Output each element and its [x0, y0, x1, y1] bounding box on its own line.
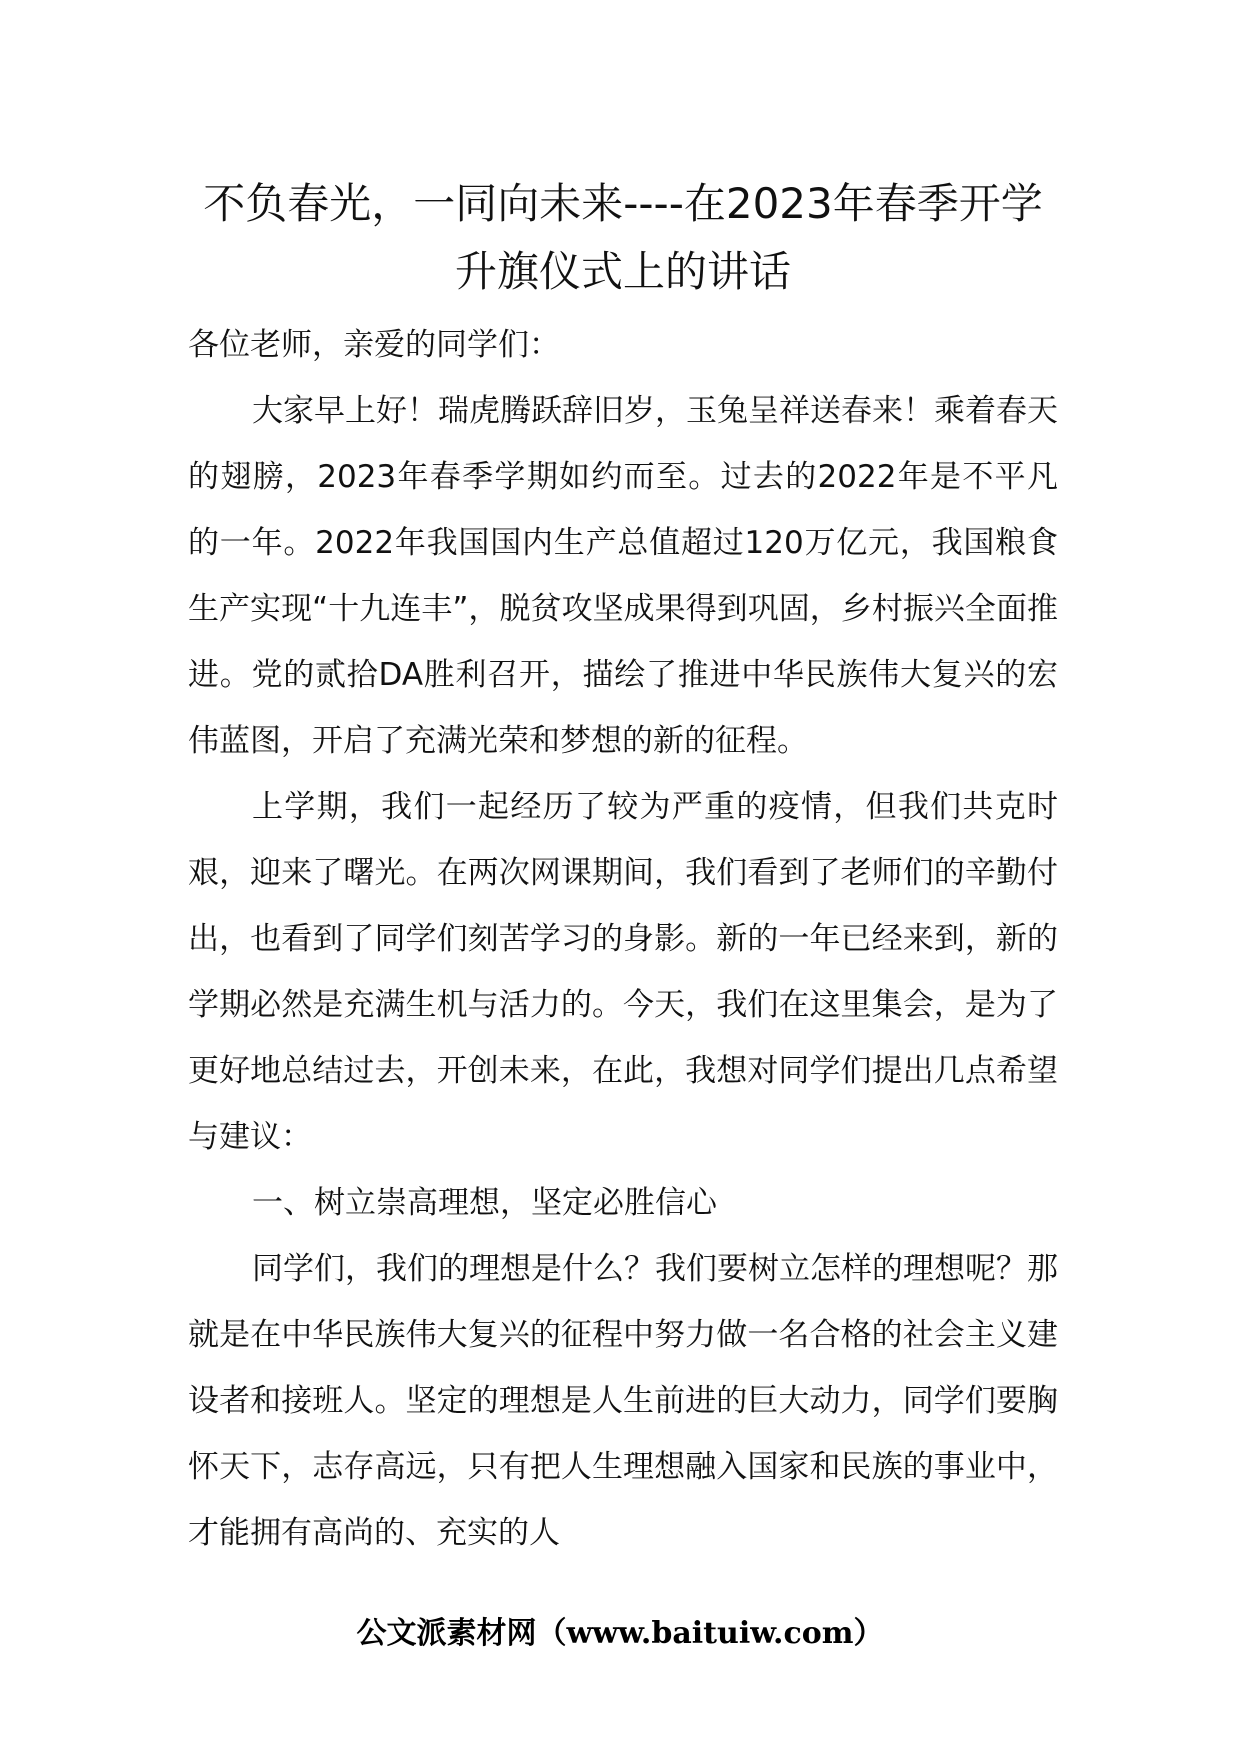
salutation: 各位老师，亲爱的同学们：: [188, 327, 560, 363]
document-body: [188, 170, 1058, 1566]
footer-watermark: 公文派素材网（www.baituiw.com）: [356, 1616, 884, 1651]
paragraph-last-semester: 上学期，我们一起经历了较为严重的疫情，但我们共克时艰，迎来了曙光。在两次网课期间，我们看到了老师们的辛勤付出，也看到了同学们刻苦学习的身影。新的一年已经来到，新的学期必然是充满生机与活力的。今天，我们在这里集会，是为了更好地总结过去，开创未来，在此，我想对同学们提出几点希望与建议：: [188, 789, 1058, 1155]
paragraph-opening: 大家早上好！瑞虎腾跃辞旧岁，玉兔呈祥送春来！乘着春天的翅膀，2023年春季学期如约而至。过去的2022年是不平凡的一年。2022年我国国内生产总值超过120万亿元，我国粮食生产实现“十九连丰”，脱贫攻坚成果得到巩固，乡村振兴全面推进。党的贰拾DA胜利召开，描绘了推进中华民族伟大复兴的宏伟蓝图，开启了充满光荣和梦想的新的征程。: [188, 393, 1058, 759]
document-title: 不负春光，一同向未来----在2023年春季开学升旗仪式上的讲话: [203, 179, 1043, 296]
section-heading-1: 一、树立崇高理想，坚定必胜信心: [252, 1185, 717, 1221]
paragraph-ideals: 同学们，我们的理想是什么？我们要树立怎样的理想呢？那就是在中华民族伟大复兴的征程中努力做一名合格的社会主义建设者和接班人。坚定的理想是人生前进的巨大动力，同学们要胸怀天下，志存高远，只有把人生理想融入国家和民族的事业中，才能拥有高尚的、充实的人: [188, 1251, 1058, 1551]
